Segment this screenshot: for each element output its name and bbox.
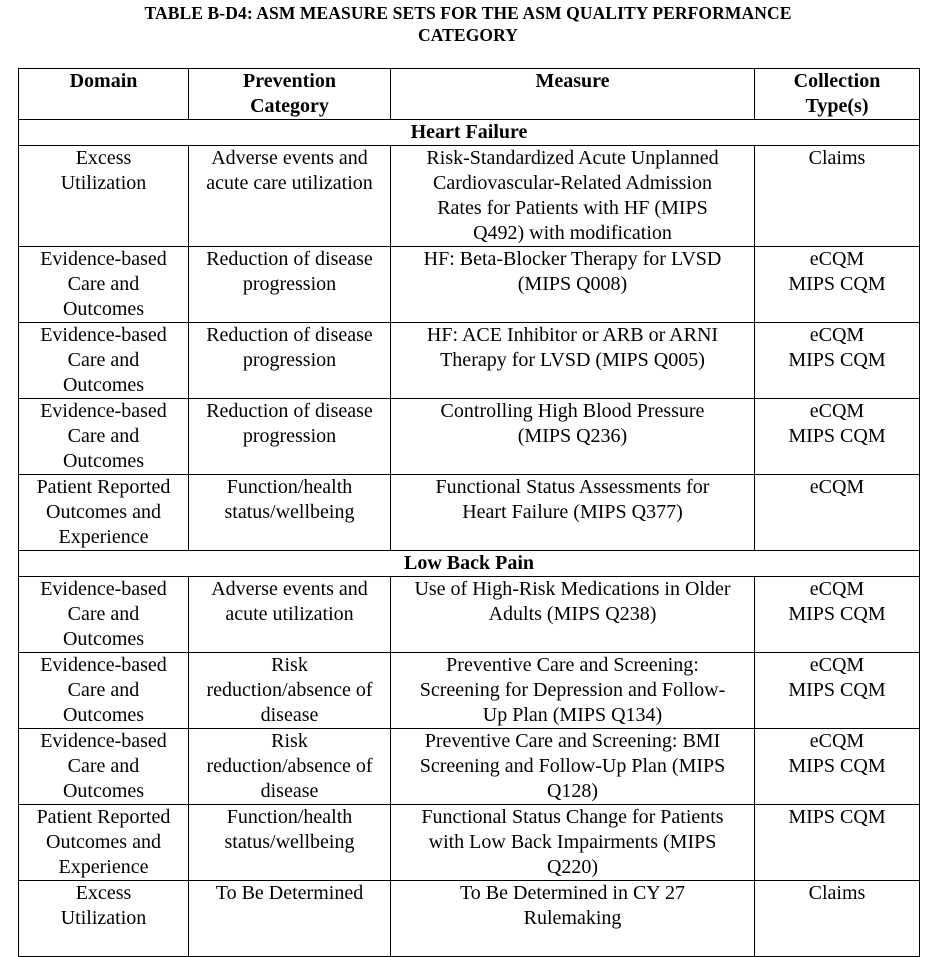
cell-line: Excess [75, 147, 132, 169]
cell-line: Preventive Care and Screening: BMI [424, 730, 721, 752]
table-row [19, 881, 920, 957]
cell-line: Function/health [226, 806, 353, 828]
cell-line: with Low Back Impairments (MIPS [428, 831, 717, 853]
measure-cell [391, 399, 755, 475]
cell-line: HF: ACE Inhibitor or ARB or ARNI [426, 324, 719, 346]
table-row [19, 399, 920, 475]
cell-line: Experience [58, 526, 149, 548]
cell-line: MIPS CQM [788, 679, 886, 701]
prevention-category-cell [189, 146, 391, 247]
cell-line: MIPS CQM [788, 273, 886, 295]
prevention-category-cell [189, 399, 391, 475]
measure-cell [391, 729, 755, 805]
collection-type-cell [755, 653, 920, 729]
cell-line: Evidence-based [40, 578, 167, 600]
cell-line: acute care utilization [206, 172, 373, 194]
section-title: Heart Failure [19, 120, 920, 146]
measure-cell [391, 653, 755, 729]
cell-line: Risk-Standardized Acute Unplanned [426, 147, 719, 169]
cell-line: Controlling High Blood Pressure [440, 400, 705, 422]
cell-line: Outcomes [62, 450, 145, 472]
cell-line: Experience [58, 856, 149, 878]
cell-line: Evidence-based [40, 400, 167, 422]
cell-line: Heart Failure (MIPS Q377) [462, 501, 683, 523]
header-domain: Domain [19, 69, 189, 120]
cell-line: Q128) [546, 780, 599, 802]
prevention-category-cell [189, 247, 391, 323]
cell-line: Patient Reported [36, 476, 171, 498]
cell-line: Screening for Depression and Follow- [419, 679, 726, 701]
cell-line: status/wellbeing [224, 831, 355, 853]
cell-line: Up Plan (MIPS Q134) [482, 704, 663, 726]
cell-line: MIPS CQM [788, 349, 886, 371]
prevention-category-cell [189, 653, 391, 729]
cell-line: Adverse events and [211, 578, 368, 600]
cell-line: To Be Determined in CY 27 [459, 882, 686, 904]
cell-line: Reduction of disease [206, 324, 373, 346]
cell-line: Q492) with modification [473, 222, 672, 244]
cell-line: progression [242, 273, 337, 295]
cell-line: Use of High-Risk Medications in Older [414, 578, 731, 600]
section-header-row [19, 551, 920, 577]
cell-line: Preventive Care and Screening: [446, 654, 699, 676]
cell-line: status/wellbeing [224, 501, 355, 523]
cell-line: Q220) [546, 856, 599, 878]
collection-type-cell [755, 247, 920, 323]
cell-line: Risk [271, 654, 308, 676]
cell-line: Adults (MIPS Q238) [488, 603, 657, 625]
cell-line: disease [260, 704, 319, 726]
collection-type-cell [755, 146, 920, 247]
cell-line: Screening and Follow-Up Plan (MIPS [419, 755, 726, 777]
cell-line: Care and [67, 603, 140, 625]
table-row [19, 247, 920, 323]
collection-type-cell [755, 729, 920, 805]
cell-line: acute utilization [225, 603, 354, 625]
cell-line: Outcomes and [46, 831, 161, 853]
cell-line: Outcomes [62, 628, 145, 650]
cell-line: Evidence-based [40, 248, 167, 270]
cell-line: Excess [75, 882, 132, 904]
cell-line: (MIPS Q008) [517, 273, 628, 295]
header-collection-types: Collection Type(s) [755, 69, 920, 120]
asm-measure-table [18, 68, 920, 957]
header-measure: Measure [391, 69, 755, 120]
cell-line: To Be Determined [215, 882, 364, 904]
domain-cell [19, 475, 189, 551]
collection-type-cell [755, 881, 920, 957]
cell-line: Rates for Patients with HF (MIPS [437, 197, 708, 219]
cell-line: HF: Beta-Blocker Therapy for LVSD [423, 248, 722, 270]
cell-line: Evidence-based [40, 324, 167, 346]
prevention-category-cell [189, 475, 391, 551]
cell-line: MIPS CQM [788, 806, 886, 828]
domain-cell [19, 729, 189, 805]
prevention-category-cell [189, 729, 391, 805]
cell-line: Function/health [226, 476, 353, 498]
cell-line: MIPS CQM [788, 755, 886, 777]
cell-line: Outcomes [62, 298, 145, 320]
prevention-category-cell [189, 881, 391, 957]
cell-line: Patient Reported [36, 806, 171, 828]
table-title-line-1: TABLE B-D4: ASM MEASURE SETS FOR THE ASM QUALITY PERFORMANCE [144, 3, 792, 23]
table-row [19, 805, 920, 881]
cell-line: Utilization [60, 172, 147, 194]
cell-line: eCQM [809, 578, 865, 600]
table-row [19, 653, 920, 729]
cell-line: Claims [808, 147, 866, 169]
collection-type-cell [755, 577, 920, 653]
cell-line: Care and [67, 425, 140, 447]
cell-line: Risk [271, 730, 308, 752]
cell-line: Care and [67, 755, 140, 777]
cell-line: reduction/absence of [206, 679, 373, 701]
domain-cell [19, 323, 189, 399]
domain-cell [19, 146, 189, 247]
table-row [19, 577, 920, 653]
domain-cell [19, 653, 189, 729]
cell-line: Rulemaking [523, 907, 622, 929]
cell-line: Outcomes [62, 704, 145, 726]
cell-line: Reduction of disease [206, 248, 373, 270]
cell-line: eCQM [809, 324, 865, 346]
section-header-row [19, 120, 920, 146]
table-body [19, 120, 920, 957]
cell-line: Claims [808, 882, 866, 904]
measure-cell [391, 475, 755, 551]
cell-line: Cardiovascular-Related Admission [433, 172, 712, 194]
cell-line: Outcomes and [46, 501, 161, 523]
prevention-category-cell [189, 577, 391, 653]
cell-line: Care and [67, 349, 140, 371]
measure-cell [391, 577, 755, 653]
table-title-line-2: CATEGORY [417, 25, 518, 45]
collection-type-cell [755, 805, 920, 881]
domain-cell [19, 247, 189, 323]
table-row [19, 729, 920, 805]
cell-line: Evidence-based [40, 730, 167, 752]
cell-line: MIPS CQM [788, 603, 886, 625]
collection-type-cell [755, 475, 920, 551]
domain-cell [19, 399, 189, 475]
domain-cell [19, 805, 189, 881]
cell-line: Reduction of disease [206, 400, 373, 422]
measure-cell [391, 323, 755, 399]
collection-type-cell [755, 323, 920, 399]
header-row [19, 69, 920, 120]
measure-cell [391, 881, 755, 957]
cell-line: Utilization [60, 907, 147, 929]
measure-cell [391, 805, 755, 881]
table-title [0, 0, 936, 46]
cell-line: progression [242, 425, 337, 447]
cell-line: eCQM [809, 730, 865, 752]
cell-line: Care and [67, 679, 140, 701]
cell-line: Evidence-based [40, 654, 167, 676]
cell-line: (MIPS Q236) [517, 425, 628, 447]
table-row [19, 146, 920, 247]
cell-line: Outcomes [62, 780, 145, 802]
cell-line: eCQM [809, 400, 865, 422]
cell-line: Care and [67, 273, 140, 295]
table-row [19, 475, 920, 551]
prevention-category-cell [189, 323, 391, 399]
cell-line: Adverse events and [211, 147, 368, 169]
cell-line: reduction/absence of [206, 755, 373, 777]
cell-line: progression [242, 349, 337, 371]
measure-cell [391, 146, 755, 247]
cell-line: Functional Status Assessments for [435, 476, 710, 498]
domain-cell [19, 577, 189, 653]
cell-line: eCQM [809, 248, 865, 270]
measure-cell [391, 247, 755, 323]
domain-cell [19, 881, 189, 957]
header-prevention-category: Prevention Category [189, 69, 391, 120]
prevention-category-cell [189, 805, 391, 881]
cell-line: eCQM [809, 476, 865, 498]
cell-line: Functional Status Change for Patients [421, 806, 724, 828]
cell-line: Therapy for LVSD (MIPS Q005) [440, 349, 705, 371]
cell-line: eCQM [809, 654, 865, 676]
cell-line: Outcomes [62, 374, 145, 396]
collection-type-cell [755, 399, 920, 475]
table-row [19, 323, 920, 399]
section-title: Low Back Pain [19, 551, 920, 577]
cell-line: MIPS CQM [788, 425, 886, 447]
cell-line: disease [260, 780, 319, 802]
